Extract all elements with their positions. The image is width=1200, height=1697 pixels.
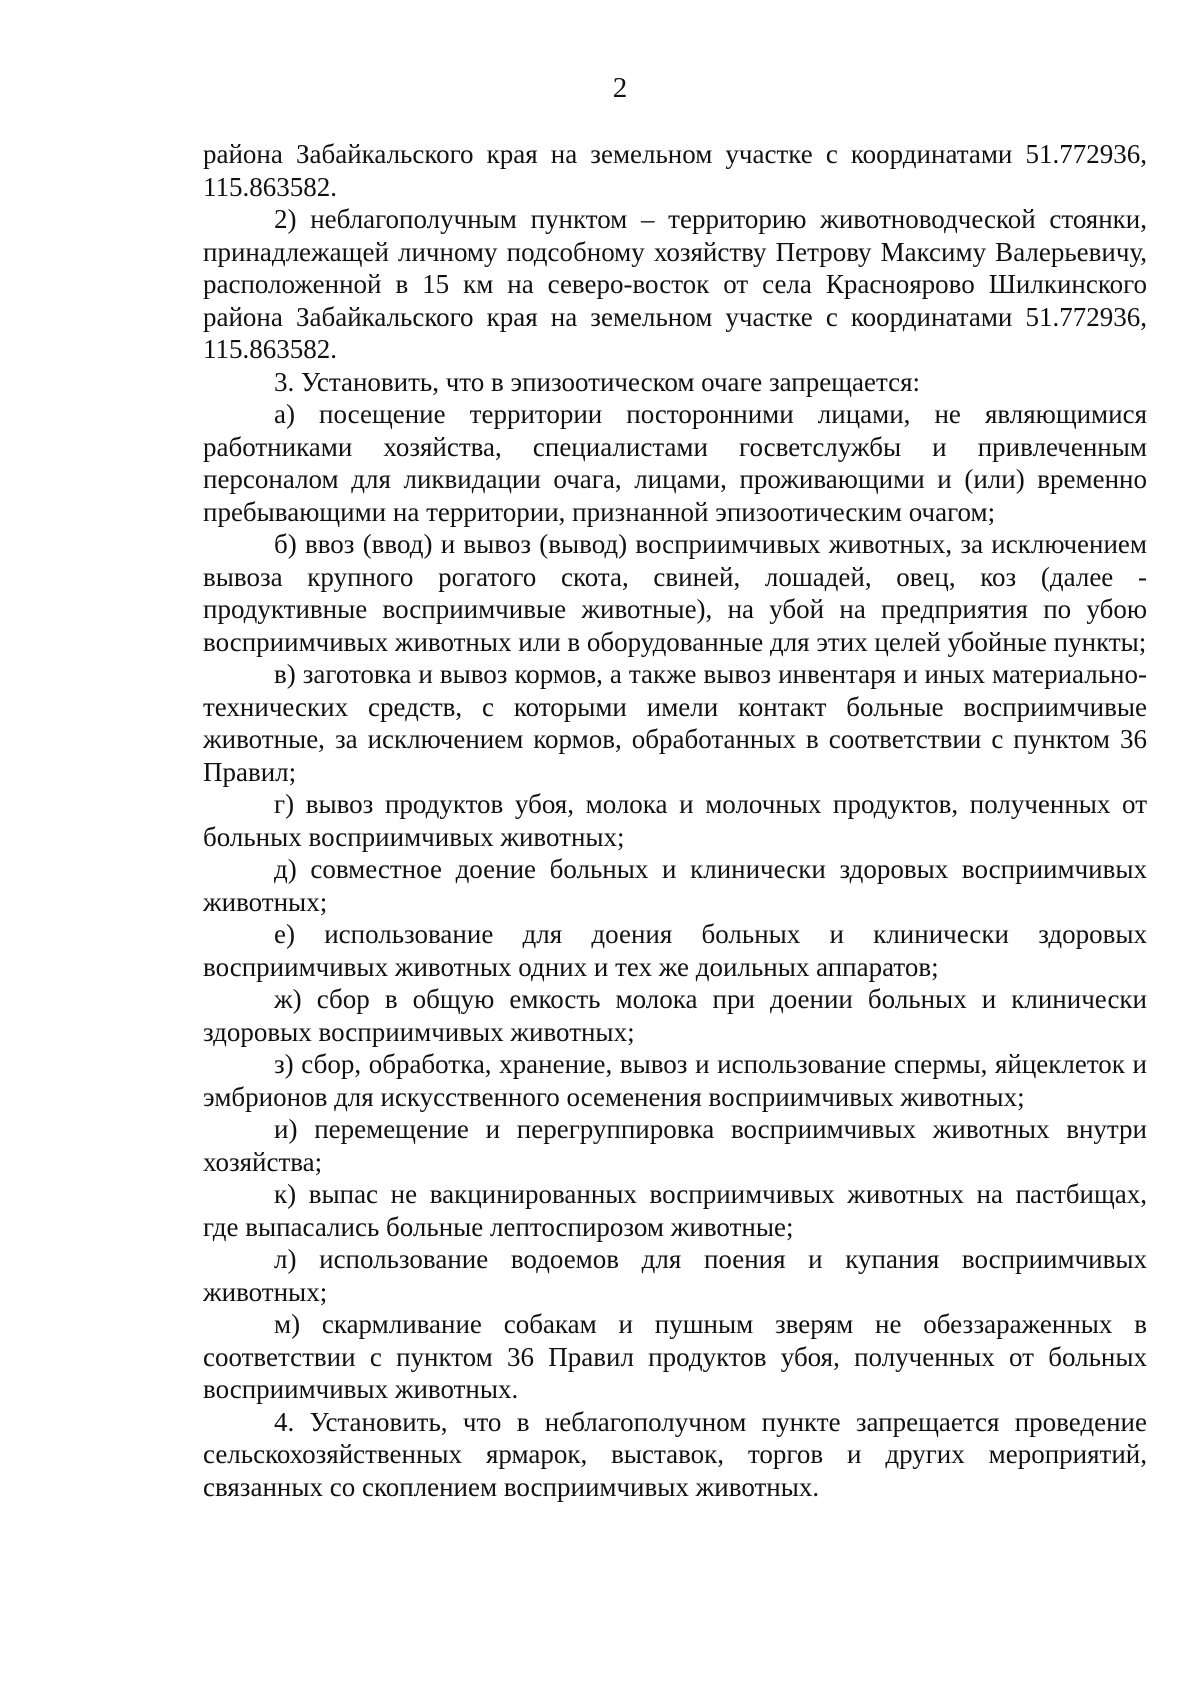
paragraph-section-4: 4. Установить, что в неблагополучном пункте запрещается проведение сельскохозяйственных ярмарок, выставок, торгов и других мероприятий, связанных со скоплением восприимчивых животных.	[203, 1406, 1147, 1502]
paragraph-item-d: д) совместное доение больных и клинически здоровых восприимчивых животных;	[203, 854, 1147, 917]
paragraph-item-i: и) перемещение и перегруппировка восприимчивых животных внутри хозяйства;	[203, 1114, 1147, 1177]
paragraph-item-e: е) использование для доения больных и клинически здоровых восприимчивых животных одних и тех же доильных аппаратов;	[203, 919, 1147, 982]
paragraph-item-zh: ж) сбор в общую емкость молока при доении больных и клинически здоровых восприимчивых животных;	[203, 984, 1147, 1047]
page-number: 2	[612, 72, 628, 104]
paragraph-continuation: района Забайкальского края на земельном участке с координатами 51.772936, 115.863582.	[203, 139, 1147, 202]
paragraph-item-m: м) скармливание собакам и пушным зверям не обеззараженных в соответствии с пунктом 36 Правил продуктов убоя, полученных от больных восприимчивых животных.	[203, 1309, 1147, 1404]
paragraph-item-a: а) посещение территории посторонними лицами, не являющимися работниками хозяйства, специалистами госветслужбы и привлеченным персоналом для ликвидации очага, лицами, проживающими и (или) временно пребывающими на территории, признанной эпизоотическим очагом;	[203, 399, 1147, 527]
document-body	[203, 138, 1147, 1503]
paragraph-item-g: г) вывоз продуктов убоя, молока и молочных продуктов, полученных от больных восприимчивых животных;	[203, 789, 1147, 852]
paragraph-item-z: з) сбор, обработка, хранение, вывоз и использование спермы, яйцеклеток и эмбрионов для искусственного осеменения восприимчивых животных;	[203, 1049, 1147, 1112]
paragraph-item-v: в) заготовка и вывоз кормов, а также вывоз инвентаря и иных материально-технических средств, с которыми имели контакт больные восприимчивые животные, за исключением кормов, обработанных в соответствии с пунктом 36 Правил;	[203, 659, 1147, 787]
paragraph-item-l: л) использование водоемов для поения и купания восприимчивых животных;	[203, 1244, 1147, 1307]
paragraph-item-b: б) ввоз (ввод) и вывоз (вывод) восприимчивых животных, за исключением вывоза крупного рогатого скота, свиней, лошадей, овец, коз (далее - продуктивные восприимчивые животные), на убой на предприятия по убою восприимчивых животных или в оборудованные для этих целей убойные пункты;	[203, 529, 1147, 657]
paragraph-section-3: 3. Установить, что в эпизоотическом очаге запрещается:	[274, 366, 921, 397]
paragraph-item-2: 2) неблагополучным пунктом – территорию животноводческой стоянки, принадлежащей личному подсобному хозяйству Петрову Максиму Валерьевичу, расположенной в 15 км на северо-восток от села Краснoярово Шилкинского района Забайкальского края на земельном участке с координатами 51.772936, 115.863582.	[203, 204, 1147, 364]
paragraph-item-k: к) выпас не вакцинированных восприимчивых животных на пастбищах, где выпасались больные лептоспирозом животные;	[203, 1179, 1147, 1242]
